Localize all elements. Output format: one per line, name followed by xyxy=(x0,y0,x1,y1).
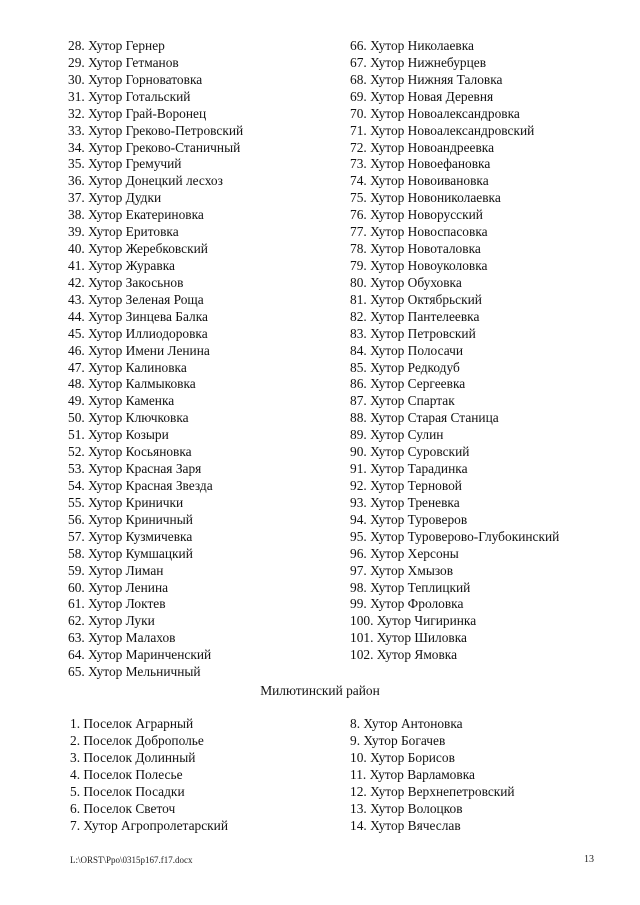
list-item: 2. Поселок Доброполье xyxy=(70,732,204,748)
list-item: 80. Хутор Обуховка xyxy=(350,274,462,290)
list-item: 86. Хутор Сергеевка xyxy=(350,376,466,392)
list-item: 40. Хутор Жеребковский xyxy=(68,241,208,257)
list-item: 29. Хутор Гетманов xyxy=(68,54,179,70)
list-item: 31. Хутор Готальский xyxy=(68,88,191,104)
list-item: 12. Хутор Верхнепетровский xyxy=(350,783,515,799)
list-item: 78. Хутор Новоталовка xyxy=(350,241,481,257)
list-item: 41. Хутор Журавка xyxy=(68,257,175,273)
list-item: 82. Хутор Пантелеевка xyxy=(350,308,480,324)
list-item: 94. Хутор Туроверов xyxy=(350,511,468,527)
list-item: 48. Хутор Калмыковка xyxy=(68,376,196,392)
list-item: 91. Хутор Тарадинка xyxy=(350,461,468,477)
list-item: 6. Поселок Светоч xyxy=(70,800,176,816)
list-item: 37. Хутор Дудки xyxy=(68,190,162,206)
list-item: 59. Хутор Лиман xyxy=(68,562,164,578)
list-item: 90. Хутор Суровский xyxy=(350,444,470,460)
list-item: 3. Поселок Долинный xyxy=(70,749,196,765)
list-item: 13. Хутор Волоцков xyxy=(350,800,463,816)
list-item: 60. Хутор Ленина xyxy=(68,579,169,595)
list-item: 51. Хутор Козыри xyxy=(68,427,169,443)
list-item: 101. Хутор Шиловка xyxy=(350,630,468,646)
list-item: 34. Хутор Греково-Станичный xyxy=(68,139,241,155)
list-item: 52. Хутор Косьяновка xyxy=(68,444,192,460)
footer-file-path: L:\ORST\Ppo\0315p167.f17.docx xyxy=(70,855,193,865)
list-item: 56. Хутор Криничный xyxy=(68,511,193,527)
list-item: 79. Хутор Новоуколовка xyxy=(350,257,488,273)
settlement-list-left xyxy=(68,38,243,681)
list-item: 96. Хутор Херсоны xyxy=(350,545,459,561)
list-item: 73. Хутор Новоефановка xyxy=(350,156,491,172)
list-item: 8. Хутор Антоновка xyxy=(350,716,463,731)
list-item: 102. Хутор Ямовка xyxy=(350,647,458,663)
list-item: 92. Хутор Терновой xyxy=(350,477,462,493)
list-item: 1. Поселок Аграрный xyxy=(70,716,194,731)
list-item: 88. Хутор Старая Станица xyxy=(350,410,499,426)
list-item: 98. Хутор Теплицкий xyxy=(350,579,471,595)
list-item: 77. Хутор Новоспасовка xyxy=(350,224,488,240)
district-list-left xyxy=(70,716,228,834)
list-item: 75. Хутор Новониколаевка xyxy=(350,190,501,206)
list-item: 57. Хутор Кузмичевка xyxy=(68,528,193,544)
list-item: 28. Хутор Гернер xyxy=(68,38,165,53)
list-item: 99. Хутор Фроловка xyxy=(350,596,464,612)
list-item: 49. Хутор Каменка xyxy=(68,393,175,409)
list-item: 64. Хутор Маринченский xyxy=(68,647,212,663)
list-item: 42. Хутор Закосьнов xyxy=(68,274,184,290)
list-item: 55. Хутор Кринички xyxy=(68,494,184,510)
list-item: 38. Хутор Екатериновка xyxy=(68,207,204,223)
list-item: 100. Хутор Чигиринка xyxy=(350,613,477,629)
list-item: 54. Хутор Красная Звезда xyxy=(68,477,213,493)
list-item: 76. Хутор Новорусский xyxy=(350,207,483,223)
list-item: 62. Хутор Луки xyxy=(68,613,155,629)
list-item: 5. Поселок Посадки xyxy=(70,783,185,799)
district-list-right xyxy=(350,716,515,834)
list-item: 63. Хутор Малахов xyxy=(68,630,176,646)
list-item: 7. Хутор Агропролетарский xyxy=(70,817,228,833)
list-item: 95. Хутор Туроверово-Глубокинский xyxy=(350,528,560,544)
list-item: 81. Хутор Октябрьский xyxy=(350,291,482,307)
list-item: 66. Хутор Николаевка xyxy=(350,38,475,53)
list-item: 35. Хутор Гремучий xyxy=(68,156,182,172)
list-item: 43. Хутор Зеленая Роща xyxy=(68,291,204,307)
list-item: 4. Поселок Полесье xyxy=(70,766,183,782)
list-item: 70. Хутор Новоалександровка xyxy=(350,105,520,121)
list-item: 50. Хутор Ключковка xyxy=(68,410,189,426)
list-item: 87. Хутор Спартак xyxy=(350,393,455,409)
list-item: 32. Хутор Грай-Воронец xyxy=(68,105,207,121)
list-item: 45. Хутор Иллиодоровка xyxy=(68,325,208,341)
list-item: 58. Хутор Кумшацкий xyxy=(68,545,193,561)
list-item: 47. Хутор Калиновка xyxy=(68,359,187,375)
list-item: 61. Хутор Локтев xyxy=(68,596,166,612)
list-item: 10. Хутор Борисов xyxy=(350,749,455,765)
section-heading: Милютинский район xyxy=(260,683,380,698)
list-item: 67. Хутор Нижнебурцев xyxy=(350,54,487,70)
list-item: 84. Хутор Полосачи xyxy=(350,342,464,358)
list-item: 46. Хутор Имени Ленина xyxy=(68,342,210,358)
list-item: 71. Хутор Новоалександровский xyxy=(350,122,535,138)
page-number: 13 xyxy=(584,854,594,865)
list-item: 65. Хутор Мельничный xyxy=(68,664,201,680)
list-item: 93. Хутор Треневка xyxy=(350,494,460,510)
list-item: 33. Хутор Греково-Петровский xyxy=(68,122,244,138)
list-item: 30. Хутор Горноватовка xyxy=(68,71,203,87)
list-item: 72. Хутор Новоандреевка xyxy=(350,139,495,155)
list-item: 85. Хутор Редкодуб xyxy=(350,359,460,375)
list-item: 36. Хутор Донецкий лесхоз xyxy=(68,173,223,189)
list-item: 69. Хутор Новая Деревня xyxy=(350,88,494,104)
list-item: 39. Хутор Еритовка xyxy=(68,224,179,240)
settlement-list-right xyxy=(350,38,559,664)
list-item: 68. Хутор Нижняя Таловка xyxy=(350,71,503,87)
list-item: 74. Хутор Новоивановка xyxy=(350,173,489,189)
list-item: 53. Хутор Красная Заря xyxy=(68,461,202,477)
list-item: 14. Хутор Вячеслав xyxy=(350,817,461,833)
list-item: 83. Хутор Петровский xyxy=(350,325,476,341)
list-item: 97. Хутор Хмызов xyxy=(350,562,454,578)
list-item: 11. Хутор Варламовка xyxy=(350,766,475,782)
list-item: 89. Хутор Сулин xyxy=(350,427,444,443)
list-item: 44. Хутор Зинцева Балка xyxy=(68,308,208,324)
list-item: 9. Хутор Богачев xyxy=(350,732,446,748)
